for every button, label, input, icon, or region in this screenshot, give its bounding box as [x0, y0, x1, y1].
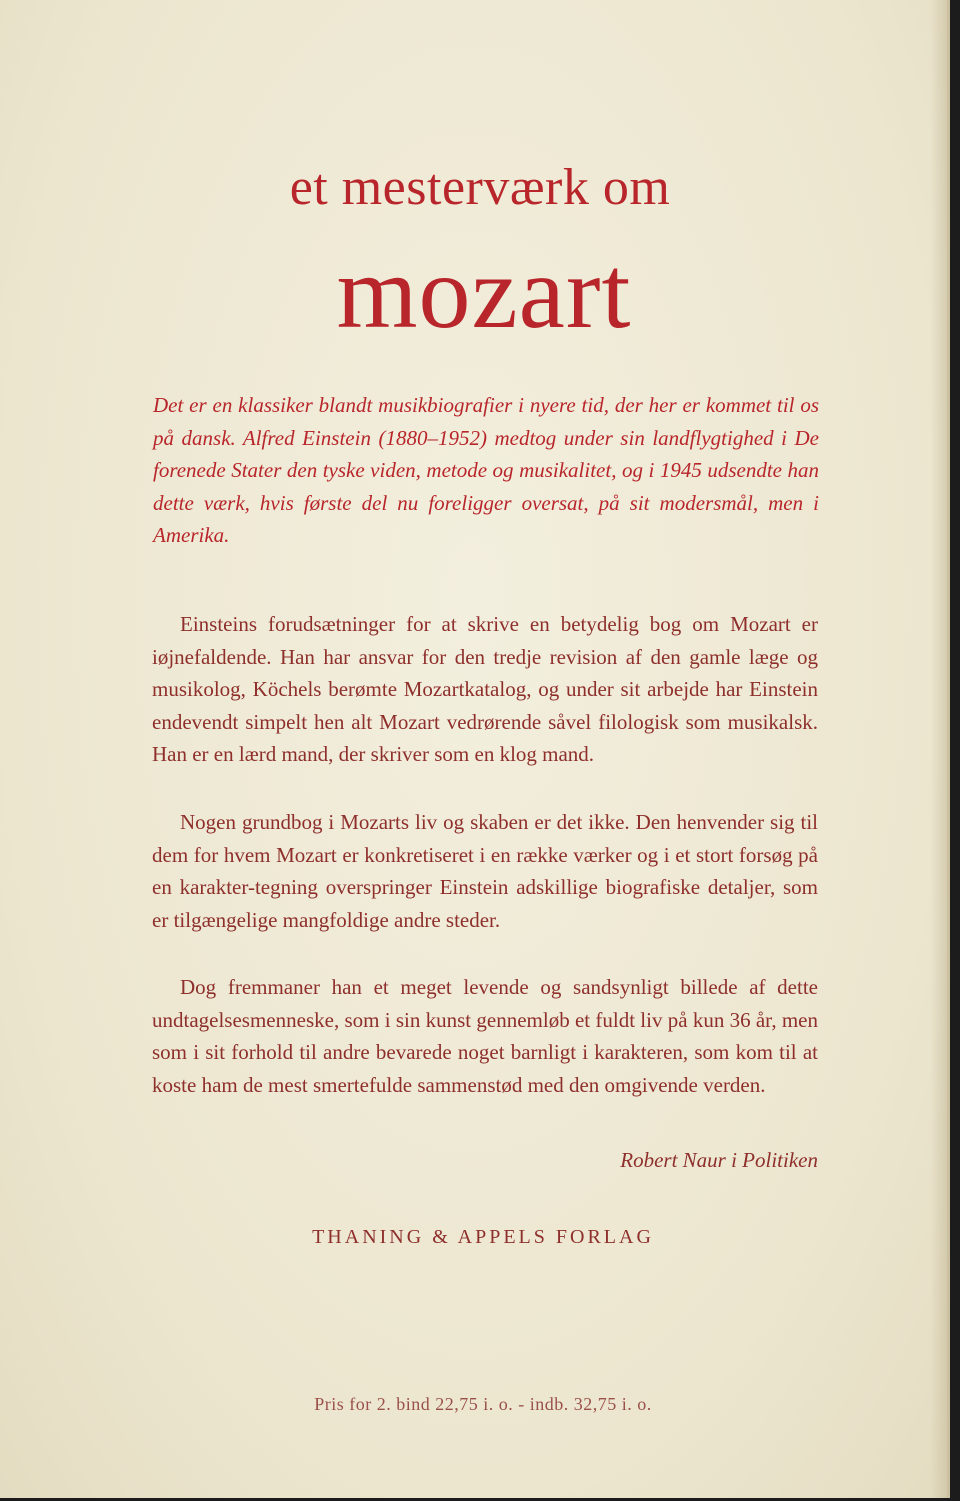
body-paragraph-1: Einsteins forudsætninger for at skrive en betydelig bog om Mozart er iøjnefaldende. Han har ansvar for den tredje revision af den gamle læge og musikolog, Köchels berømte Mozartkatalog, og under sit arbejde har Einstein endevendt simpelt hen alt Mozart vedrørende såvel filologisk som musikalsk. Han er en lærd mand, der skriver som en klog mand. [152, 612, 818, 767]
cover-worn-edge [930, 0, 950, 1498]
intro-paragraph: Det er en klassiker blandt musikbiografier i nyere tid, der her er kommet til os på dansk. Alfred Einstein (1880–1952) medtog under sin landflygtighed i De forenede Stater den tyske viden, metode og musikalitet, og i 1945 udsendte han dette værk, hvis første del nu foreligger oversat, på sit modersmål, men i Amerika. [153, 393, 819, 548]
headline-title: mozart [336, 235, 632, 350]
publisher-name: THANING & APPELS FORLAG [312, 1226, 654, 1248]
review-byline: Robert Naur i Politiken [620, 1148, 818, 1172]
headline-subtitle: et mesterværk om [289, 159, 671, 216]
body-paragraph-3: Dog fremmaner han et meget levende og sandsynligt billede af dette undtagelsesmenneske, som i sin kunst gennemløb et fuldt liv på kun 36 år, men som i sit forhold til andre bevarede noget barnligt i karakteren, som kom til at koste ham de mest smertefulde sammenstød med den omgivende verden. [152, 975, 818, 1097]
price-line: Pris for 2. bind 22,75 i. o. - indb. 32,75 i. o. [314, 1394, 652, 1414]
body-paragraph-2: Nogen grundbog i Mozarts liv og skaben er det ikke. Den henvender sig til dem for hvem Mozart er konkretiseret i en række værker og i et stort forsøg på en karakter-tegning overspringer Einstein adskillige biografiske detaljer, som er tilgængelige mangfoldige andre steder. [152, 810, 818, 932]
